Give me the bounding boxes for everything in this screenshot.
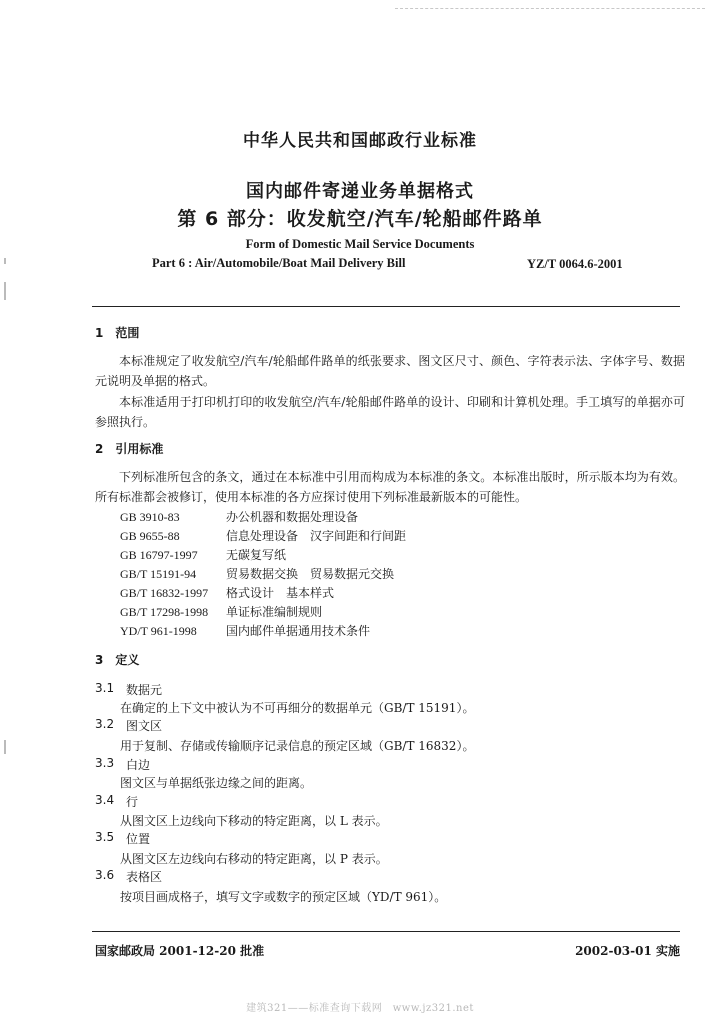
top-dashed-rule [395, 8, 705, 9]
definition-number: 3.5 [95, 830, 115, 844]
document-title-cn: 国内邮件寄递业务单据格式 [246, 181, 474, 202]
definition-text: 在确定的上下文中被认为不可再细分的数据单元（GB/T 15191）。 [120, 701, 475, 715]
reference-code: GB/T 15191-94 [120, 567, 197, 581]
header-divider [92, 306, 680, 307]
reference-row [120, 508, 358, 526]
definition-number: 3.1 [95, 681, 115, 695]
definition-text: 从图文区左边线向右移动的特定距离，以 P 表示。 [120, 852, 388, 866]
definition-number: 3.4 [95, 793, 115, 807]
reference-title: 单证标准编制规则 [226, 605, 323, 619]
section-heading-scope: 1 范围 [95, 326, 140, 340]
reference-code: GB 16797-1997 [120, 548, 198, 562]
definition-term: 白边 [126, 758, 151, 772]
scope-paragraph-1: 本标准规定了收发航空/汽车/轮船邮件路单的纸张要求、图文区尺寸、颜色、字符表示法、字体字号、数据元说明及单据的格式。 [95, 354, 685, 388]
section-heading-references: 2 引用标准 [95, 442, 164, 456]
reference-title: 无碳复写纸 [226, 548, 287, 562]
scan-margin-mark [4, 282, 6, 300]
reference-title: 格式设计 基本样式 [226, 586, 335, 600]
definition-term: 图文区 [126, 719, 163, 733]
document-title-en: Form of Domestic Mail Service Documents [245, 237, 475, 251]
definition-term: 表格区 [126, 870, 163, 884]
reference-code: GB/T 17298-1998 [120, 605, 209, 619]
document-subtitle-cn: 第 6 部分：收发航空/汽车/轮船邮件路单 [177, 208, 543, 230]
definition-text: 用于复制、存储或传输顺序记录信息的预定区域（GB/T 16832）。 [120, 739, 475, 753]
reference-row [120, 622, 370, 640]
reference-title: 办公机器和数据处理设备 [226, 510, 359, 524]
reference-row [120, 527, 406, 545]
reference-code: GB/T 16832-1997 [120, 586, 209, 600]
reference-title: 贸易数据交换 贸易数据元交换 [226, 567, 395, 581]
issuing-organization: 中华人民共和国邮政行业标准 [243, 131, 477, 151]
definition-term: 行 [126, 795, 139, 809]
definition-term: 位置 [126, 832, 151, 846]
reference-title: 信息处理设备 汉字间距和行间距 [226, 529, 407, 543]
definition-text: 图文区与单据纸张边缘之间的距离。 [120, 776, 313, 790]
effective-date: 2002-03-01 实施 [575, 944, 680, 958]
document-subtitle-en: Part 6 : Air/Automobile/Boat Mail Delivery Bill [152, 256, 406, 270]
reference-code: YD/T 961-1998 [120, 624, 197, 638]
reference-title: 国内邮件单据通用技术条件 [226, 624, 371, 638]
reference-row [120, 584, 334, 602]
definition-text: 从图文区上边线向下移动的特定距离，以 L 表示。 [120, 814, 388, 828]
definition-term: 数据元 [126, 683, 163, 697]
site-watermark: 建筑321——标准查询下载网 www.jz321.net [246, 1003, 474, 1014]
definition-text: 按项目画成格子，填写文字或数字的预定区域（YD/T 961）。 [120, 890, 447, 904]
scan-margin-mark [4, 740, 6, 754]
scope-paragraph-2: 本标准适用于打印机打印的收发航空/汽车/轮船邮件路单的设计、印刷和计算机处理。手工填写的单据亦可参照执行。 [95, 395, 685, 429]
section-heading-definitions: 3 定义 [95, 653, 140, 667]
references-paragraph: 下列标准所包含的条文，通过在本标准中引用而构成为本标准的条文。本标准出版时，所示版本均为有效。所有标准都会被修订，使用本标准的各方应探讨使用下列标准最新版本的可能性。 [95, 470, 685, 504]
reference-code: GB 3910-83 [120, 510, 180, 524]
reference-row [120, 546, 286, 564]
definition-number: 3.2 [95, 717, 115, 731]
approval-date: 国家邮政局 2001-12-20 批准 [95, 944, 265, 958]
reference-row [120, 565, 394, 583]
definition-number: 3.6 [95, 868, 115, 882]
footer-divider [92, 931, 680, 932]
reference-code: GB 9655-88 [120, 529, 180, 543]
reference-row [120, 603, 322, 621]
standard-code: YZ/T 0064.6-2001 [527, 257, 623, 271]
scan-margin-mark [4, 258, 6, 264]
definition-number: 3.3 [95, 756, 115, 770]
